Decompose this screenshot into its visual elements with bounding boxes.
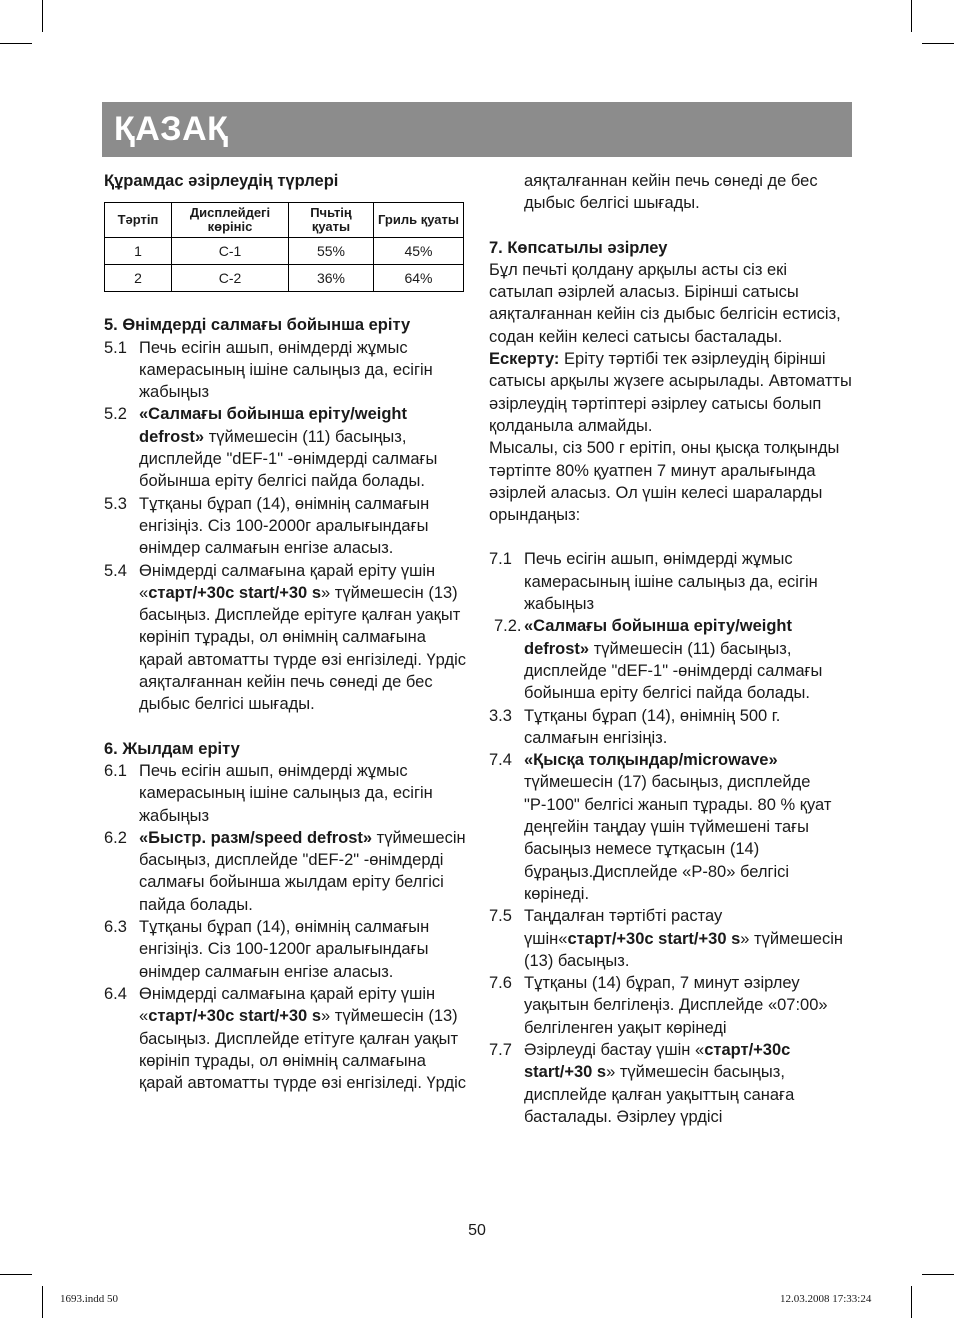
item-number: 5.2 [104,405,127,424]
item-text: «Быстр. разм/speed defrost» түймешесін басыңыз, дисплейде "dEF-2" -өнімдерді салмағы бойынша жылдам еріту белгісі пайда болады. [139,828,466,914]
footer-datetime: 12.03.2008 17:33:24 [780,1293,872,1305]
section-intro: Бұл печьті қолдану арқылы асты сіз екі сатылап әзірлей аласыз. Бірінші сатысы аяқталғаннан кейін сіз дыбыс белгісін естисіз, содан кейін келесі сатысы басталады. [489,260,841,346]
example-text: Мысалы, сіз 500 г ерітіп, оны қысқа толқынды тәртіпте 80% қуатпен 7 минут аралығында әзірлей аласыз. Ол үшін келесі шараларды орындаңыз: [489,439,840,525]
item-number: 6.1 [104,761,127,780]
footer-file-label: 1693.indd 50 [60,1293,119,1305]
crop-mark [911,1286,912,1318]
note-label: Ескерту: [489,350,560,369]
list-item [489,905,854,972]
item-text: Тұтқаны бұрап (14), өнімнің салмағын енгізіңіз. Сіз 100-1200г аралығындағы өнімдер салмағын енгізе аласыз. [139,918,430,981]
crop-mark [0,1274,32,1275]
button-name: «Салмағы бойынша еріту/weight defrost» [139,405,407,446]
list-item [104,337,469,404]
item-number: 7.7 [489,1040,512,1059]
list-item [104,983,469,1094]
list-item [489,615,854,704]
table-cell: 1 [105,238,172,265]
button-name: «Быстр. разм/speed defrost» [139,828,373,847]
list-item [104,916,469,983]
list-item [104,403,469,492]
table-cell: 2 [105,265,172,292]
item-number: 5.3 [104,494,127,513]
table-cell: 45% [374,238,464,265]
crop-mark [922,43,954,44]
crop-mark [911,0,912,32]
table-cell: C-1 [172,238,289,265]
combination-modes-table [104,202,464,292]
list-item [104,493,469,560]
item-text: Өнімдерді салмағына қарай еріту үшін «старт/+30с start/+30 s» түймешесін (13) басыңыз. Дисплейде ерітуге қалған уақыт көрініп тұрады, ол өнімнің салмағына қарай автоматты түрде өзі енгізіледі. Үрдіс аяқталғаннан кейін печь сөнеді де бес дыбыс белгісі шығады. [139,561,467,714]
crop-mark [0,43,32,44]
button-name: «Қысқа толқындар/microwave» [524,751,778,770]
table-cell: 55% [289,238,374,265]
item-number: 7.2. [494,617,522,636]
section-6-title: 6. Жылдам еріту [104,739,240,758]
item-text: «Салмағы бойынша еріту/weight defrost» түймешесін (11) басыңыз, дисплейде "dEF-1" -өнімдерді салмағы бойынша еріту белгісі пайда болады. [524,617,823,703]
crop-mark [42,1286,43,1318]
list-item [489,1039,854,1128]
item-text: Печь есігін ашып, өнімдерді жұмыс камерасының ішіне салыңыз да, есігін жабыңыз [524,550,818,614]
table-header-cell: Тәртіп [105,203,172,238]
list-item [489,705,854,750]
table-cell: 36% [289,265,374,292]
right-column [489,170,854,1128]
list-item [104,760,469,827]
table-header-cell: Гриль қуаты [374,203,464,238]
item-text: Өнімдерді салмағына қарай еріту үшін «старт/+30с start/+30 s» түймешесін (13) басыңыз. Дисплейде етітуге қалған уақыт көрініп тұрады, ол өнімнің салмағына қарай автоматты түрде өзі енгізіледі. Үрдіс [139,984,467,1093]
table-row [105,265,464,292]
note: Ескерту: Еріту тәртібі тек әзірлеудің бірінші сатысы арқылы жүзеге асырылады. Автоматты әзірлеудің тәртіптері әзірлеу сатысы болып қолданыла алмайды. [489,350,852,435]
continued-text: аяқталғаннан кейін печь сөнеді де бес дыбыс белгісі шығады. [524,172,818,213]
table-heading: Құрамдас әзірлеудің түрлері [104,172,339,190]
item-text: Печь есігін ашып, өнімдерді жұмыс камерасының ішіне салыңыз да, есігін жабыңыз [139,338,433,402]
item-text: Печь есігін ашып, өнімдерді жұмыс камерасының ішіне салыңыз да, есігін жабыңыз [139,761,433,825]
item-text: Тұтқаны бұрап (14), өнімнің 500 г. салмағын енгізіңіз. [524,706,781,747]
table-header-cell: Дисплейдегі көрініс [172,203,289,238]
item-number: 7.5 [489,907,512,926]
item-number: 7.4 [489,751,512,770]
button-name: старт/+30с start/+30 s [567,929,741,948]
crop-mark [922,1274,954,1275]
button-name: старт/+30с start/+30 s [148,1007,321,1026]
table-cell: C-2 [172,265,289,292]
table-header-cell: Пчьтің қуаты [289,203,374,238]
item-number: 6.4 [104,984,127,1003]
item-text: Тұтқаны бұрап (14), өнімнің салмағын енгізіңіз. Сіз 100-2000г аралығындағы өнімдер салмағын енгізе аласыз. [139,494,430,558]
item-number: 5.4 [104,561,127,580]
item-number: 3.3 [489,706,512,725]
item-number: 6.2 [104,828,127,847]
section-7-title: 7. Көпсатылы әзірлеу [489,238,668,257]
table-row [105,238,464,265]
item-text: Таңдалған тәртібті растау үшін«старт/+30с start/+30 s» түймешесін (13) басыңыз. [524,907,844,970]
item-text: Тұтқаны (14) бұрап, 7 минут әзірлеу уақытын белгілеңіз. Дисплейде «07:00» белгіленген уақыт көрінеді [524,974,828,1037]
table-cell: 64% [374,265,464,292]
item-number: 6.3 [104,918,127,937]
list-item [489,548,854,615]
button-name: старт/+30с start/+30 s [524,1040,791,1082]
section-5-title: 5. Өнімдерді салмағы бойынша еріту [104,316,411,335]
item-text: «Қысқа толқындар/microwave» түймешесін (17) басыңыз, дисплейде "Р-100" белгісі жанып тұрады. 80 % қуат деңгейін таңдау үшін түймешені тағы басыңыз немесе тұтқасын (14) бұраңыз.Дисплейде «Р-80» белгісі көрінеді. [524,751,832,903]
item-number: 7.6 [489,974,512,993]
button-name: «Салмағы бойынша еріту/weight defrost» [524,617,792,658]
table-header-row [105,203,464,238]
language-header-bar [102,102,852,157]
language-title: ҚАЗАҚ [114,110,229,148]
item-text: Әзірлеуді бастау үшін «старт/+30с start/+30 s» түймешесін басыңыз, дисплейде қалған уақыттың санаға басталады. Әзірлеу үрдісі [524,1040,795,1126]
list-item [489,749,854,905]
page-number: 50 [468,1222,486,1239]
left-column [104,170,469,1094]
list-item [104,827,469,916]
item-number: 5.1 [104,338,127,357]
button-name: старт/+30с start/+30 s [148,583,321,602]
item-number: 7.1 [489,550,512,569]
list-item [489,972,854,1039]
list-item [104,560,469,716]
crop-mark [42,0,43,32]
item-text: «Салмағы бойынша еріту/weight defrost» түймешесін (11) басыңыз, дисплейде "dEF-1" -өнімдерді салмағы бойынша еріту белгісі пайда болады. [139,405,438,491]
